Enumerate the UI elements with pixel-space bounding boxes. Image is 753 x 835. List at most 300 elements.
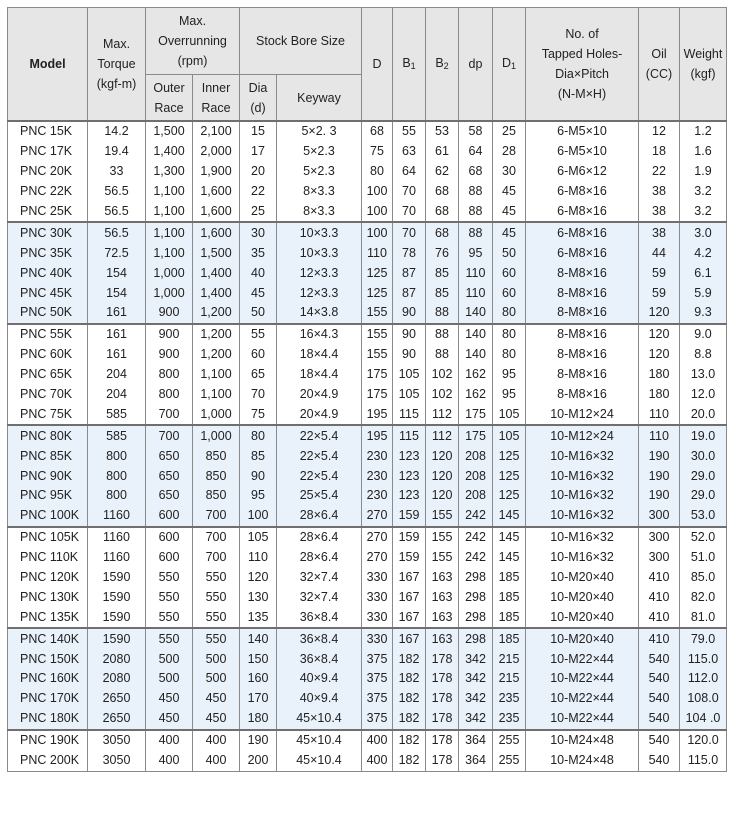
header-weight: Weight (kgf) xyxy=(680,8,727,122)
cell-keyway: 18×4.4 xyxy=(277,365,362,385)
cell-dp: 364 xyxy=(459,751,493,771)
cell-max-torque: 14.2 xyxy=(88,121,146,142)
cell-b2: 178 xyxy=(426,669,459,689)
table-row xyxy=(8,506,727,527)
cell-oil: 110 xyxy=(639,404,680,425)
cell-b2: 68 xyxy=(426,222,459,243)
cell-tapped-holes: 8-M8×16 xyxy=(526,303,639,324)
cell-oil: 540 xyxy=(639,709,680,730)
cell-model: PNC 190K xyxy=(8,730,88,751)
cell-dia: 170 xyxy=(240,689,277,709)
cell-d: 270 xyxy=(362,527,393,548)
header-inner-race: Inner Race xyxy=(193,75,240,122)
cell-b1: 182 xyxy=(393,669,426,689)
cell-b1: 159 xyxy=(393,527,426,548)
cell-inner-race: 1,000 xyxy=(193,404,240,425)
cell-model: PNC 95K xyxy=(8,486,88,506)
cell-keyway: 32×7.4 xyxy=(277,587,362,607)
cell-oil: 38 xyxy=(639,202,680,223)
cell-keyway: 22×5.4 xyxy=(277,425,362,446)
cell-inner-race: 1,600 xyxy=(193,222,240,243)
table-row xyxy=(8,486,727,506)
cell-model: PNC 130K xyxy=(8,587,88,607)
cell-d1: 80 xyxy=(493,324,526,345)
cell-tapped-holes: 6-M8×16 xyxy=(526,202,639,223)
cell-weight: 3.2 xyxy=(680,202,727,223)
cell-outer-race: 900 xyxy=(146,324,193,345)
cell-d: 110 xyxy=(362,243,393,263)
cell-d1: 30 xyxy=(493,162,526,182)
table-row xyxy=(8,222,727,243)
cell-tapped-holes: 10-M16×32 xyxy=(526,506,639,527)
cell-max-torque: 72.5 xyxy=(88,243,146,263)
cell-keyway: 10×3.3 xyxy=(277,243,362,263)
cell-oil: 18 xyxy=(639,142,680,162)
cell-inner-race: 2,000 xyxy=(193,142,240,162)
cell-b2: 155 xyxy=(426,527,459,548)
cell-inner-race: 1,600 xyxy=(193,182,240,202)
cell-keyway: 36×8.4 xyxy=(277,628,362,649)
cell-max-torque: 1590 xyxy=(88,568,146,588)
cell-dp: 342 xyxy=(459,689,493,709)
cell-inner-race: 2,100 xyxy=(193,121,240,142)
header-max-torque: Max. Torque (kgf-m) xyxy=(88,8,146,122)
cell-max-torque: 800 xyxy=(88,486,146,506)
cell-keyway: 20×4.9 xyxy=(277,385,362,405)
cell-dp: 208 xyxy=(459,446,493,466)
cell-b2: 178 xyxy=(426,709,459,730)
cell-d: 375 xyxy=(362,689,393,709)
cell-max-torque: 585 xyxy=(88,425,146,446)
row-group xyxy=(8,324,727,425)
cell-inner-race: 1,200 xyxy=(193,324,240,345)
cell-b2: 85 xyxy=(426,263,459,283)
header-tapped-holes: No. of Tapped Holes- Dia×Pitch (N-M×H) xyxy=(526,8,639,122)
table-row xyxy=(8,751,727,771)
cell-dia: 17 xyxy=(240,142,277,162)
cell-tapped-holes: 8-M8×16 xyxy=(526,365,639,385)
header-dp: dp xyxy=(459,8,493,122)
cell-inner-race: 550 xyxy=(193,607,240,628)
cell-d: 195 xyxy=(362,425,393,446)
cell-inner-race: 450 xyxy=(193,689,240,709)
row-group xyxy=(8,425,727,526)
cell-tapped-holes: 10-M20×40 xyxy=(526,587,639,607)
spec-table xyxy=(7,7,727,772)
cell-d: 195 xyxy=(362,404,393,425)
cell-b2: 155 xyxy=(426,548,459,568)
cell-b1: 105 xyxy=(393,385,426,405)
cell-b1: 87 xyxy=(393,283,426,303)
header-b2: $B_2$ xyxy=(426,8,459,122)
table-row xyxy=(8,649,727,669)
cell-d: 100 xyxy=(362,182,393,202)
cell-keyway: 25×5.4 xyxy=(277,486,362,506)
row-group xyxy=(8,730,727,771)
cell-inner-race: 550 xyxy=(193,628,240,649)
cell-weight: 9.0 xyxy=(680,324,727,345)
cell-keyway: 12×3.3 xyxy=(277,263,362,283)
cell-tapped-holes: 8-M8×16 xyxy=(526,263,639,283)
cell-b2: 112 xyxy=(426,404,459,425)
cell-model: PNC 70K xyxy=(8,385,88,405)
cell-max-torque: 56.5 xyxy=(88,182,146,202)
cell-inner-race: 500 xyxy=(193,669,240,689)
cell-d1: 125 xyxy=(493,466,526,486)
cell-model: PNC 17K xyxy=(8,142,88,162)
cell-tapped-holes: 10-M22×44 xyxy=(526,669,639,689)
cell-dp: 58 xyxy=(459,121,493,142)
cell-max-torque: 161 xyxy=(88,303,146,324)
cell-model: PNC 75K xyxy=(8,404,88,425)
cell-d1: 145 xyxy=(493,527,526,548)
cell-outer-race: 600 xyxy=(146,506,193,527)
cell-weight: 115.0 xyxy=(680,751,727,771)
cell-oil: 44 xyxy=(639,243,680,263)
cell-d1: 105 xyxy=(493,404,526,425)
cell-dp: 95 xyxy=(459,243,493,263)
cell-outer-race: 1,300 xyxy=(146,162,193,182)
cell-max-torque: 56.5 xyxy=(88,202,146,223)
cell-d: 230 xyxy=(362,486,393,506)
table-row xyxy=(8,466,727,486)
cell-max-torque: 800 xyxy=(88,466,146,486)
cell-outer-race: 1,100 xyxy=(146,202,193,223)
cell-d: 155 xyxy=(362,345,393,365)
cell-oil: 190 xyxy=(639,486,680,506)
cell-oil: 59 xyxy=(639,283,680,303)
cell-outer-race: 600 xyxy=(146,548,193,568)
cell-b1: 90 xyxy=(393,303,426,324)
cell-max-torque: 161 xyxy=(88,324,146,345)
cell-dia: 130 xyxy=(240,587,277,607)
cell-dp: 242 xyxy=(459,548,493,568)
cell-d: 175 xyxy=(362,365,393,385)
cell-d1: 215 xyxy=(493,669,526,689)
cell-model: PNC 85K xyxy=(8,446,88,466)
cell-keyway: 22×5.4 xyxy=(277,446,362,466)
cell-b2: 102 xyxy=(426,365,459,385)
table-row xyxy=(8,365,727,385)
cell-b1: 78 xyxy=(393,243,426,263)
cell-inner-race: 700 xyxy=(193,527,240,548)
cell-model: PNC 150K xyxy=(8,649,88,669)
cell-outer-race: 1,100 xyxy=(146,182,193,202)
cell-dp: 342 xyxy=(459,669,493,689)
cell-d: 330 xyxy=(362,628,393,649)
cell-b1: 90 xyxy=(393,324,426,345)
cell-model: PNC 65K xyxy=(8,365,88,385)
cell-dp: 64 xyxy=(459,142,493,162)
cell-oil: 300 xyxy=(639,506,680,527)
cell-inner-race: 450 xyxy=(193,709,240,730)
cell-oil: 410 xyxy=(639,607,680,628)
cell-b2: 163 xyxy=(426,587,459,607)
cell-model: PNC 90K xyxy=(8,466,88,486)
cell-dp: 364 xyxy=(459,730,493,751)
cell-outer-race: 1,000 xyxy=(146,263,193,283)
cell-keyway: 20×4.9 xyxy=(277,404,362,425)
cell-b2: 68 xyxy=(426,202,459,223)
table-row xyxy=(8,182,727,202)
cell-dp: 208 xyxy=(459,466,493,486)
cell-d: 80 xyxy=(362,162,393,182)
cell-max-torque: 585 xyxy=(88,404,146,425)
cell-b2: 62 xyxy=(426,162,459,182)
cell-outer-race: 700 xyxy=(146,404,193,425)
cell-outer-race: 450 xyxy=(146,709,193,730)
cell-b1: 182 xyxy=(393,730,426,751)
cell-oil: 190 xyxy=(639,446,680,466)
cell-keyway: 40×9.4 xyxy=(277,669,362,689)
cell-b2: 178 xyxy=(426,751,459,771)
cell-d: 400 xyxy=(362,730,393,751)
cell-dia: 22 xyxy=(240,182,277,202)
cell-dp: 162 xyxy=(459,365,493,385)
cell-keyway: 45×10.4 xyxy=(277,751,362,771)
cell-b2: 120 xyxy=(426,466,459,486)
cell-d1: 60 xyxy=(493,263,526,283)
cell-keyway: 40×9.4 xyxy=(277,689,362,709)
cell-d: 68 xyxy=(362,121,393,142)
table-row xyxy=(8,303,727,324)
cell-tapped-holes: 10-M20×40 xyxy=(526,628,639,649)
cell-oil: 540 xyxy=(639,689,680,709)
cell-dp: 162 xyxy=(459,385,493,405)
cell-keyway: 8×3.3 xyxy=(277,202,362,223)
cell-model: PNC 110K xyxy=(8,548,88,568)
cell-d1: 185 xyxy=(493,607,526,628)
cell-keyway: 5×2. 3 xyxy=(277,121,362,142)
cell-dia: 150 xyxy=(240,649,277,669)
cell-dia: 190 xyxy=(240,730,277,751)
cell-inner-race: 850 xyxy=(193,466,240,486)
table-row xyxy=(8,548,727,568)
cell-b2: 88 xyxy=(426,324,459,345)
cell-weight: 6.1 xyxy=(680,263,727,283)
cell-b2: 112 xyxy=(426,425,459,446)
cell-outer-race: 550 xyxy=(146,587,193,607)
table-row xyxy=(8,404,727,425)
table-row xyxy=(8,587,727,607)
cell-weight: 120.0 xyxy=(680,730,727,751)
cell-weight: 53.0 xyxy=(680,506,727,527)
cell-b1: 64 xyxy=(393,162,426,182)
cell-b1: 115 xyxy=(393,404,426,425)
cell-max-torque: 1590 xyxy=(88,587,146,607)
table-row xyxy=(8,425,727,446)
cell-weight: 1.6 xyxy=(680,142,727,162)
cell-d1: 95 xyxy=(493,365,526,385)
cell-oil: 410 xyxy=(639,628,680,649)
cell-weight: 3.0 xyxy=(680,222,727,243)
cell-dia: 135 xyxy=(240,607,277,628)
cell-max-torque: 3050 xyxy=(88,730,146,751)
cell-tapped-holes: 10-M16×32 xyxy=(526,486,639,506)
cell-max-torque: 2650 xyxy=(88,689,146,709)
cell-max-torque: 2650 xyxy=(88,709,146,730)
table-row xyxy=(8,385,727,405)
cell-model: PNC 160K xyxy=(8,669,88,689)
cell-dia: 15 xyxy=(240,121,277,142)
cell-weight: 29.0 xyxy=(680,466,727,486)
cell-outer-race: 650 xyxy=(146,446,193,466)
cell-dia: 100 xyxy=(240,506,277,527)
cell-d1: 145 xyxy=(493,548,526,568)
cell-b1: 167 xyxy=(393,607,426,628)
cell-b2: 163 xyxy=(426,607,459,628)
cell-d: 100 xyxy=(362,202,393,223)
cell-tapped-holes: 6-M8×16 xyxy=(526,222,639,243)
cell-b2: 120 xyxy=(426,486,459,506)
cell-weight: 108.0 xyxy=(680,689,727,709)
cell-oil: 540 xyxy=(639,751,680,771)
cell-model: PNC 15K xyxy=(8,121,88,142)
cell-inner-race: 400 xyxy=(193,730,240,751)
header-d: D xyxy=(362,8,393,122)
cell-dp: 298 xyxy=(459,587,493,607)
cell-tapped-holes: 10-M24×48 xyxy=(526,730,639,751)
cell-max-torque: 204 xyxy=(88,365,146,385)
cell-dia: 30 xyxy=(240,222,277,243)
cell-d1: 80 xyxy=(493,345,526,365)
cell-b1: 167 xyxy=(393,568,426,588)
cell-tapped-holes: 10-M16×32 xyxy=(526,466,639,486)
header-d1: $D_1$ xyxy=(493,8,526,122)
cell-outer-race: 650 xyxy=(146,486,193,506)
cell-inner-race: 1,400 xyxy=(193,283,240,303)
cell-tapped-holes: 10-M22×44 xyxy=(526,709,639,730)
cell-inner-race: 1,600 xyxy=(193,202,240,223)
header-outer-race: Outer Race xyxy=(146,75,193,122)
cell-weight: 5.9 xyxy=(680,283,727,303)
cell-oil: 540 xyxy=(639,730,680,751)
cell-tapped-holes: 10-M12×24 xyxy=(526,404,639,425)
cell-weight: 82.0 xyxy=(680,587,727,607)
cell-keyway: 5×2.3 xyxy=(277,162,362,182)
cell-model: PNC 50K xyxy=(8,303,88,324)
cell-tapped-holes: 6-M5×10 xyxy=(526,142,639,162)
cell-b2: 120 xyxy=(426,446,459,466)
cell-inner-race: 500 xyxy=(193,649,240,669)
row-group xyxy=(8,527,727,628)
cell-dp: 342 xyxy=(459,709,493,730)
cell-tapped-holes: 10-M16×32 xyxy=(526,446,639,466)
cell-dp: 88 xyxy=(459,202,493,223)
table-row xyxy=(8,689,727,709)
table-row xyxy=(8,283,727,303)
cell-dia: 20 xyxy=(240,162,277,182)
table-row xyxy=(8,568,727,588)
cell-dp: 298 xyxy=(459,628,493,649)
cell-dia: 160 xyxy=(240,669,277,689)
cell-b2: 155 xyxy=(426,506,459,527)
cell-inner-race: 1,200 xyxy=(193,303,240,324)
cell-model: PNC 170K xyxy=(8,689,88,709)
cell-keyway: 36×8.4 xyxy=(277,649,362,669)
table-row xyxy=(8,527,727,548)
cell-keyway: 28×6.4 xyxy=(277,548,362,568)
cell-keyway: 16×4.3 xyxy=(277,324,362,345)
cell-weight: 13.0 xyxy=(680,365,727,385)
cell-d1: 235 xyxy=(493,689,526,709)
cell-max-torque: 800 xyxy=(88,446,146,466)
table-row xyxy=(8,730,727,751)
cell-weight: 51.0 xyxy=(680,548,727,568)
cell-d: 270 xyxy=(362,548,393,568)
header-oil: Oil (CC) xyxy=(639,8,680,122)
cell-d1: 235 xyxy=(493,709,526,730)
cell-inner-race: 1,000 xyxy=(193,425,240,446)
cell-d1: 60 xyxy=(493,283,526,303)
header-max-overrunning: Max. Overrunning (rpm) xyxy=(146,8,240,75)
cell-tapped-holes: 8-M8×16 xyxy=(526,385,639,405)
cell-tapped-holes: 8-M8×16 xyxy=(526,324,639,345)
table-row xyxy=(8,202,727,223)
cell-tapped-holes: 6-M6×12 xyxy=(526,162,639,182)
cell-model: PNC 35K xyxy=(8,243,88,263)
cell-d: 125 xyxy=(362,283,393,303)
cell-model: PNC 55K xyxy=(8,324,88,345)
cell-keyway: 8×3.3 xyxy=(277,182,362,202)
cell-outer-race: 1,000 xyxy=(146,283,193,303)
cell-weight: 8.8 xyxy=(680,345,727,365)
cell-model: PNC 140K xyxy=(8,628,88,649)
cell-tapped-holes: 10-M16×32 xyxy=(526,548,639,568)
table-row xyxy=(8,121,727,142)
cell-max-torque: 2080 xyxy=(88,669,146,689)
cell-oil: 410 xyxy=(639,568,680,588)
cell-b2: 88 xyxy=(426,345,459,365)
cell-model: PNC 105K xyxy=(8,527,88,548)
row-group xyxy=(8,121,727,222)
cell-model: PNC 100K xyxy=(8,506,88,527)
cell-oil: 38 xyxy=(639,182,680,202)
cell-outer-race: 500 xyxy=(146,669,193,689)
cell-max-torque: 1160 xyxy=(88,527,146,548)
cell-max-torque: 161 xyxy=(88,345,146,365)
table-row xyxy=(8,142,727,162)
cell-model: PNC 80K xyxy=(8,425,88,446)
cell-oil: 190 xyxy=(639,466,680,486)
cell-max-torque: 204 xyxy=(88,385,146,405)
cell-d1: 80 xyxy=(493,303,526,324)
cell-b2: 178 xyxy=(426,689,459,709)
cell-dia: 90 xyxy=(240,466,277,486)
cell-d: 100 xyxy=(362,222,393,243)
table-row xyxy=(8,669,727,689)
cell-weight: 9.3 xyxy=(680,303,727,324)
cell-b1: 167 xyxy=(393,628,426,649)
table-row xyxy=(8,162,727,182)
row-group xyxy=(8,628,727,729)
table-row xyxy=(8,243,727,263)
cell-d1: 215 xyxy=(493,649,526,669)
cell-oil: 300 xyxy=(639,548,680,568)
cell-d1: 255 xyxy=(493,751,526,771)
cell-outer-race: 550 xyxy=(146,568,193,588)
cell-d: 230 xyxy=(362,446,393,466)
cell-outer-race: 600 xyxy=(146,527,193,548)
cell-dp: 140 xyxy=(459,345,493,365)
cell-oil: 22 xyxy=(639,162,680,182)
cell-d: 175 xyxy=(362,385,393,405)
cell-d1: 185 xyxy=(493,568,526,588)
cell-d: 155 xyxy=(362,324,393,345)
cell-keyway: 22×5.4 xyxy=(277,466,362,486)
cell-b1: 70 xyxy=(393,202,426,223)
cell-tapped-holes: 8-M8×16 xyxy=(526,283,639,303)
